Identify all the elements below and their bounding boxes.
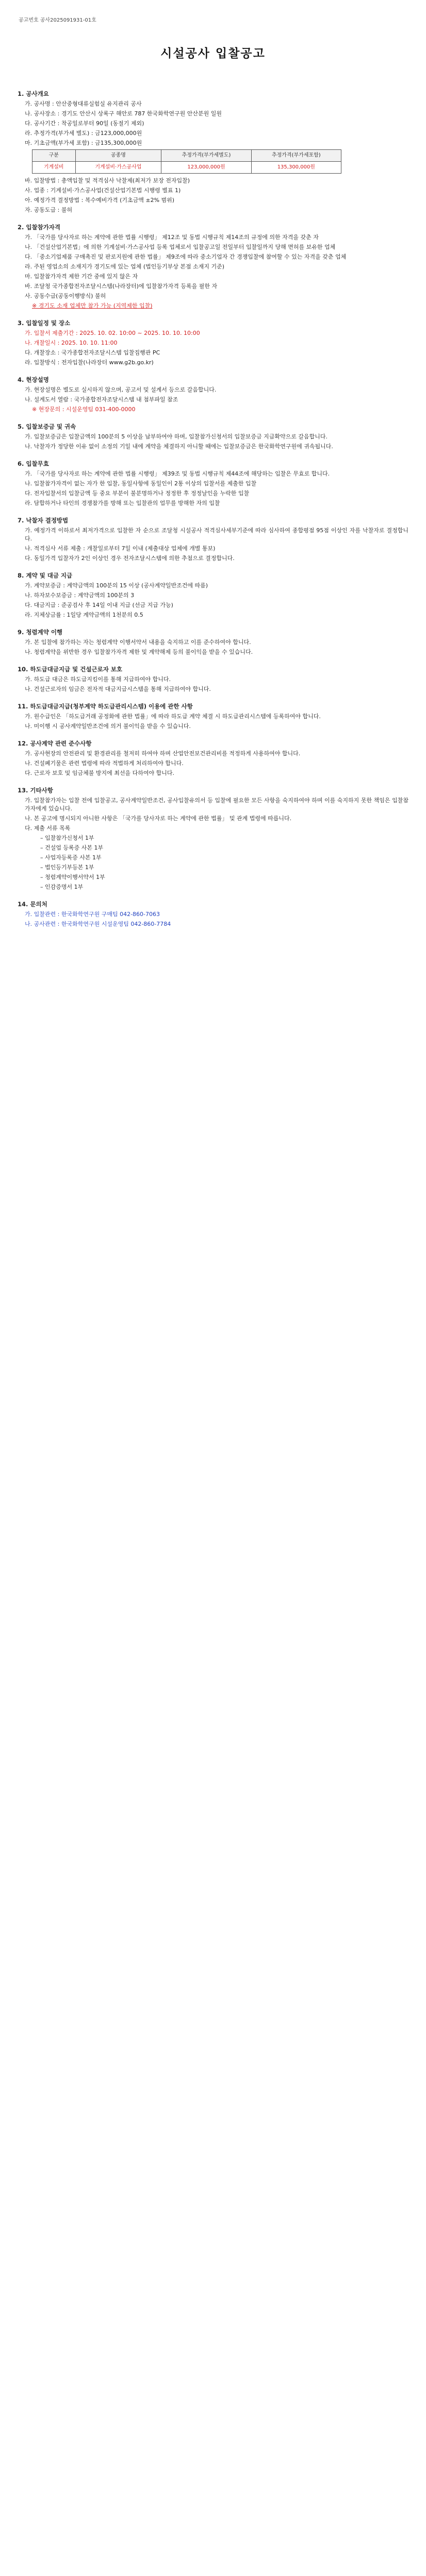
section-title: 1. 공사개요 xyxy=(18,90,49,97)
list-item: 나. 입찰참가자격이 없는 자가 한 입찰, 동일사항에 동일인이 2통 이상의 입찰서를 제출한 입찰 xyxy=(25,480,257,487)
list-item: 나. 미이행 시 공사계약일반조건에 의거 불이익을 받을 수 있습니다. xyxy=(25,723,191,730)
table-cell: 기계설비·가스공사업 xyxy=(75,162,161,174)
section-award-method xyxy=(18,516,408,563)
list-item: 다. 대금지급 : 준공검사 후 14일 이내 지급 (선금 지급 가능) xyxy=(25,602,173,608)
list-item: 가. 하도급 대금은 하도급지킴이를 통해 지급하여야 합니다. xyxy=(25,676,171,683)
list-item: 사. 업종 : 기계설비·가스공사업(건설산업기본법 시행령 별표 1) xyxy=(25,187,181,194)
section-title: 5. 입찰보증금 및 귀속 xyxy=(18,423,76,430)
list-item: 나. 공사관련 : 한국화학연구원 시설운영팀 042-860-7784 xyxy=(25,921,171,927)
table-header: 추정가격(부가세별도) xyxy=(161,150,251,162)
section-title: 11. 하도급대금지급(청부계약 하도급관리시스템) 이용에 관한 사항 xyxy=(18,703,193,710)
list-item: 라. 추정가격(부가세 별도) : 금123,000,000원 xyxy=(25,130,142,137)
list-item: 다. 「중소기업제품 구매촉진 및 판로지원에 관한 법률」 제9조에 따라 중소기업자 간 경쟁입찰에 참여할 수 있는 자격을 갖춘 업체 xyxy=(25,253,347,260)
list-item: – 사업자등록증 사본 1부 xyxy=(40,854,102,861)
list-item: 가. 입찰서 제출기간 : 2025. 10. 02. 10:00 ~ 2025. 10. 10. 10:00 xyxy=(25,330,200,336)
table-header-row xyxy=(32,150,341,162)
list-item: 가. 계약보증금 : 계약금액의 100분의 15 이상 (공사계약일반조건에 따름) xyxy=(25,582,208,589)
list-item: 나. 적격심사 서류 제출 : 개찰일로부터 7일 이내 (제출대상 업체에 개별 통보) xyxy=(25,545,216,552)
list-item: 마. 입찰참가자격 제한 기간 중에 있지 않은 자 xyxy=(25,273,138,280)
list-item: 가. 입찰관련 : 한국화학연구원 구매팀 042-860-7063 xyxy=(25,911,160,918)
list-item: 가. 입찰보증금은 입찰금액의 100분의 5 이상을 납부하여야 하며, 입찰참가신청서의 입찰보증금 지급확약으로 갈음합니다. xyxy=(25,433,327,440)
section-title: 10. 하도급대금지급 및 건설근로자 보호 xyxy=(18,666,123,673)
list-item: 나. 하자보수보증금 : 계약금액의 100분의 3 xyxy=(25,592,135,599)
section-title: 12. 공사계약 관련 준수사항 xyxy=(18,740,92,747)
table-row xyxy=(32,162,341,174)
list-item: 나. 공사장소 : 경기도 안산시 상록구 해안로 787 한국화학연구원 안산분원 일원 xyxy=(25,110,222,117)
section-title: 4. 현장설명 xyxy=(18,376,49,383)
list-item: 라. 지체상금률 : 1일당 계약금액의 1천분의 0.5 xyxy=(25,612,143,618)
list-item: 나. 청렴계약을 위반한 경우 입찰참가자격 제한 및 계약해제 등의 불이익을 받을 수 있습니다. xyxy=(25,649,253,655)
list-item: 나. 개찰일시 : 2025. 10. 10. 11:00 xyxy=(25,340,118,346)
list-item: 가. 현장설명은 별도로 실시하지 않으며, 공고서 및 설계서 등으로 갈음합니다. xyxy=(25,386,217,393)
section-title: 9. 청렴계약 이행 xyxy=(18,629,63,636)
notice-number: 공고번호 공사2025091931-01호 xyxy=(19,18,96,23)
list-item: 사. 공동수급(공동이행방식) 불허 xyxy=(25,293,106,299)
section-overview xyxy=(18,90,408,214)
section-schedule xyxy=(18,319,408,367)
highlight-note: ※ 경기도 소재 업체만 참가 가능 (지역제한 입찰) xyxy=(32,302,153,309)
section-subcontract-system xyxy=(18,702,408,731)
section-integrity-contract xyxy=(18,628,408,656)
section-subcontract-payment xyxy=(18,665,408,693)
list-item: 가. 입찰참가자는 입찰 전에 입찰공고, 공사계약일반조건, 공사입찰유의서 등 입찰에 필요한 모든 사항을 숙지하여야 하며 이를 숙지하지 못한 책임은 입찰참가자에게 있습니다. xyxy=(25,797,408,812)
list-item: 다. 동일가격 입찰자가 2인 이상인 경우 전자조달시스템에 의한 추첨으로 결정합니다. xyxy=(25,555,235,562)
section-site-briefing xyxy=(18,376,408,414)
table-header: 공종명 xyxy=(75,150,161,162)
section-title: 13. 기타사항 xyxy=(18,787,53,794)
list-item: 라. 주된 영업소의 소재지가 경기도에 있는 업체 (법인등기부상 본점 소재지 기준) xyxy=(25,263,225,270)
section-contact xyxy=(18,900,408,928)
list-item: – 법인등기부등본 1부 xyxy=(40,864,94,871)
section-title: 2. 입찰참가자격 xyxy=(18,224,61,231)
list-item: 가. 공사현장의 안전관리 및 환경관리를 철저히 하여야 하며 산업안전보건관리비를 적정하게 사용하여야 합니다. xyxy=(25,750,301,757)
table-cell: 기계설비 xyxy=(32,162,76,174)
list-item: – 청렴계약이행서약서 1부 xyxy=(40,874,105,880)
notice-body xyxy=(18,87,408,930)
page-title: 시설공사 입찰공고 xyxy=(160,47,266,60)
list-item: 가. 원수급인은 「하도급거래 공정화에 관한 법률」에 따라 하도급 계약 체결 시 하도급관리시스템에 등록하여야 합니다. xyxy=(25,713,321,720)
list-item: – 건설업 등록증 사본 1부 xyxy=(40,844,104,851)
list-item: 자. 공동도급 : 불허 xyxy=(25,207,73,213)
list-item: 가. 「국가를 당사자로 하는 계약에 관한 법률 시행령」 제39조 및 동법 시행규칙 제44조에 해당하는 입찰은 무효로 합니다. xyxy=(25,470,330,477)
section-other xyxy=(18,786,408,891)
list-item: 마. 기초금액(부가세 포함) : 금135,300,000원 xyxy=(25,140,142,146)
list-item: 나. 본 공고에 명시되지 아니한 사항은 「국가를 당사자로 하는 계약에 관한 법률」 및 관계 법령에 따릅니다. xyxy=(25,815,292,822)
list-item: 아. 예정가격 결정방법 : 복수예비가격 (기초금액 ±2% 범위) xyxy=(25,197,175,204)
list-item: 라. 입찰방식 : 전자입찰(나라장터 www.g2b.go.kr) xyxy=(25,359,154,366)
list-item: 다. 공사기간 : 착공일로부터 90일 (동절기 제외) xyxy=(25,120,144,127)
section-title: 3. 입찰일정 및 장소 xyxy=(18,319,71,327)
contact-note: ※ 현장문의 : 시설운영팀 031-400-0000 xyxy=(32,406,136,413)
list-item: 나. 건설근로자의 임금은 전자적 대금지급시스템을 통해 지급하여야 합니다. xyxy=(25,686,211,692)
list-item: 나. 건설폐기물은 관련 법령에 따라 적법하게 처리하여야 합니다. xyxy=(25,760,184,767)
list-item: 바. 입찰방법 : 총액입찰 및 적격심사 낙찰제(최저가 보장 전자입찰) xyxy=(25,177,190,184)
list-item: 가. 공사명 : 안산중형대류실험실 유지관리 공사 xyxy=(25,100,142,107)
table-header: 추정가격(부가세포함) xyxy=(251,150,341,162)
list-item: 다. 근로자 보호 및 임금체불 방지에 최선을 다하여야 합니다. xyxy=(25,770,174,776)
list-item: – 입찰참가신청서 1부 xyxy=(40,835,94,841)
table-header: 구분 xyxy=(32,150,76,162)
price-table xyxy=(32,149,341,174)
list-item: 나. 설계도서 열람 : 국가종합전자조달시스템 내 첨부파일 참조 xyxy=(25,396,178,403)
list-item: 바. 조달청 국가종합전자조달시스템(나라장터)에 입찰참가자격 등록을 필한 자 xyxy=(25,283,218,290)
section-bid-bond xyxy=(18,422,408,451)
section-title: 7. 낙찰자 결정방법 xyxy=(18,517,69,524)
section-title: 8. 계약 및 대금 지급 xyxy=(18,572,73,579)
list-item: – 인감증명서 1부 xyxy=(40,884,84,890)
list-item: 라. 담합하거나 타인의 경쟁참가를 방해 또는 입찰관의 업무를 방해한 자의 입찰 xyxy=(25,500,220,506)
section-eligibility xyxy=(18,223,408,310)
table-cell: 123,000,000원 xyxy=(161,162,251,174)
section-title: 14. 문의처 xyxy=(18,901,47,908)
table-cell: 135,300,000원 xyxy=(251,162,341,174)
list-item: 나. 「건설산업기본법」에 의한 기계설비·가스공사업 등록 업체로서 입찰공고일 전일부터 입찰일까지 당해 면허를 보유한 업체 xyxy=(25,244,336,250)
section-contract-payment xyxy=(18,571,408,619)
list-item: 가. 본 입찰에 참가하는 자는 청렴계약 이행서약서 내용을 숙지하고 이를 준수하여야 합니다. xyxy=(25,639,251,646)
list-item: 다. 개찰장소 : 국가종합전자조달시스템 입찰집행관 PC xyxy=(25,349,160,356)
section-contract-compliance xyxy=(18,739,408,777)
list-item: 나. 낙찰자가 정당한 이유 없이 소정의 기일 내에 계약을 체결하지 아니할 때에는 입찰보증금은 한국화학연구원에 귀속됩니다. xyxy=(25,443,333,450)
section-title: 6. 입찰무효 xyxy=(18,460,49,467)
list-item: 다. 제출 서류 목록 xyxy=(25,825,71,832)
section-invalid-bids xyxy=(18,460,408,507)
list-item: 가. 「국가를 당사자로 하는 계약에 관한 법률 시행령」 제12조 및 동법 시행규칙 제14조의 규정에 의한 자격을 갖춘 자 xyxy=(25,234,319,241)
list-item: 가. 예정가격 이하로서 최저가격으로 입찰한 자 순으로 조달청 시설공사 적격심사세부기준에 따라 심사하여 종합평점 95점 이상인 자를 낙찰자로 결정합니다. xyxy=(25,527,408,542)
list-item: 다. 전자입찰서의 입찰금액 등 중요 부분이 불분명하거나 정정한 후 정정날인을 누락한 입찰 xyxy=(25,490,250,497)
